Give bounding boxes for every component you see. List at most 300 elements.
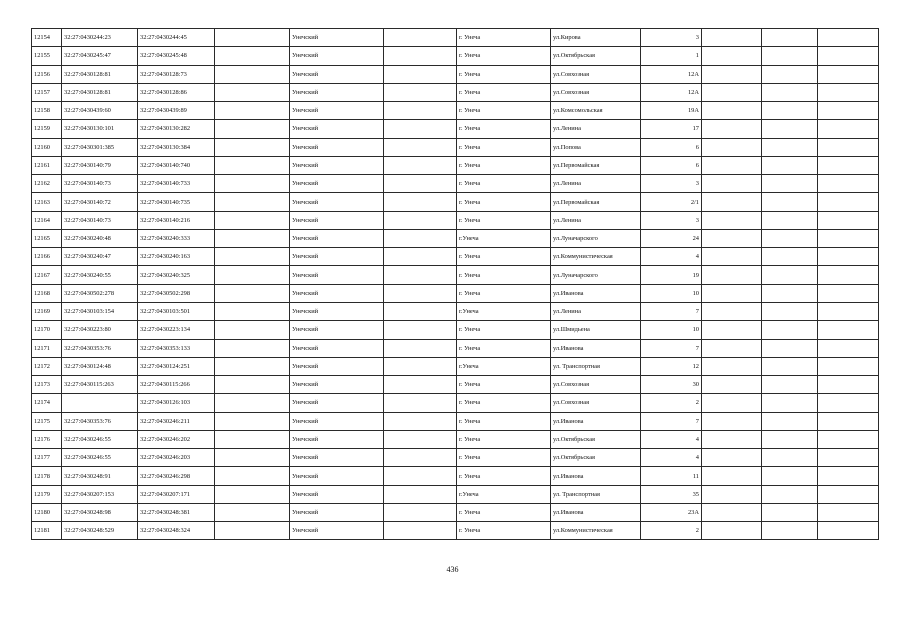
row-number-cell: 12181 [32,522,62,540]
extra-cell [702,467,762,485]
blank-cell [215,193,290,211]
extra-cell [762,467,818,485]
extra-cell [818,394,879,412]
extra-cell [818,503,879,521]
extra-cell [762,156,818,174]
extra-cell [818,321,879,339]
extra-cell [762,120,818,138]
district-cell: Унечский [290,83,384,101]
house-number-cell: 7 [641,412,702,430]
table-row [32,156,879,174]
row-number-cell: 12164 [32,211,62,229]
extra-cell [818,83,879,101]
house-number-cell: 19 [641,266,702,284]
building-number-cell: 32:27:0430246:211 [138,412,215,430]
extra-cell [762,138,818,156]
extra-cell [762,284,818,302]
extra-cell [702,522,762,540]
house-number-cell: 23А [641,503,702,521]
parcel-number-cell: 32:27:0430240:55 [62,266,138,284]
blank-cell [384,65,457,83]
extra-cell [762,321,818,339]
blank-cell [215,467,290,485]
extra-cell [762,412,818,430]
city-cell: г. Унеча [457,394,551,412]
building-number-cell: 32:27:0430240:333 [138,229,215,247]
blank-cell [215,47,290,65]
extra-cell [762,485,818,503]
parcel-number-cell: 32:27:0430248:98 [62,503,138,521]
city-cell: г. Унеча [457,467,551,485]
building-number-cell: 32:27:0430126:103 [138,394,215,412]
extra-cell [702,138,762,156]
row-number-cell: 12168 [32,284,62,302]
blank-cell [215,412,290,430]
house-number-cell: 3 [641,211,702,229]
building-number-cell: 32:27:0430140:740 [138,156,215,174]
blank-cell [215,102,290,120]
extra-cell [818,522,879,540]
extra-cell [762,102,818,120]
house-number-cell: 4 [641,248,702,266]
parcel-number-cell: 32:27:0430353:76 [62,412,138,430]
house-number-cell: 4 [641,449,702,467]
city-cell: г. Унеча [457,29,551,47]
building-number-cell: 32:27:0430439:89 [138,102,215,120]
table-row [32,175,879,193]
city-cell: г. Унеча [457,193,551,211]
parcel-number-cell: 32:27:0430246:55 [62,430,138,448]
district-cell: Унечский [290,485,384,503]
table-row [32,394,879,412]
parcel-number-cell: 32:27:0430128:81 [62,83,138,101]
blank-cell [215,357,290,375]
blank-cell [215,376,290,394]
house-number-cell: 3 [641,175,702,193]
district-cell: Унечский [290,193,384,211]
district-cell: Унечский [290,175,384,193]
table-row [32,229,879,247]
street-cell: ул.Совхозная [551,83,641,101]
register-table [31,28,879,540]
extra-cell [762,193,818,211]
district-cell: Унечский [290,321,384,339]
table-row [32,430,879,448]
district-cell: Унечский [290,248,384,266]
table-row [32,65,879,83]
extra-cell [762,339,818,357]
city-cell: г. Унеча [457,120,551,138]
extra-cell [702,120,762,138]
street-cell: ул.Ленина [551,120,641,138]
table-row [32,485,879,503]
street-cell: ул.Ленина [551,211,641,229]
district-cell: Унечский [290,65,384,83]
house-number-cell: 12 [641,357,702,375]
building-number-cell: 32:27:0430245:48 [138,47,215,65]
extra-cell [818,211,879,229]
row-number-cell: 12179 [32,485,62,503]
house-number-cell: 2 [641,394,702,412]
building-number-cell: 32:27:0430128:73 [138,65,215,83]
table-row [32,248,879,266]
street-cell: ул.Комсомольская [551,102,641,120]
city-cell: г. Унеча [457,522,551,540]
city-cell: г. Унеча [457,248,551,266]
extra-cell [762,175,818,193]
extra-cell [762,376,818,394]
extra-cell [762,449,818,467]
street-cell: ул.Ленина [551,175,641,193]
building-number-cell: 32:27:0430140:216 [138,211,215,229]
blank-cell [215,120,290,138]
street-cell: ул.Октябрьская [551,449,641,467]
city-cell: г. Унеча [457,284,551,302]
parcel-number-cell: 32:27:0430244:23 [62,29,138,47]
table-row [32,138,879,156]
street-cell: ул.Коммунистическая [551,248,641,266]
extra-cell [818,339,879,357]
row-number-cell: 12158 [32,102,62,120]
street-cell: ул.Иванова [551,467,641,485]
house-number-cell: 12А [641,65,702,83]
blank-cell [215,175,290,193]
house-number-cell: 7 [641,339,702,357]
building-number-cell: 32:27:0430246:202 [138,430,215,448]
row-number-cell: 12170 [32,321,62,339]
street-cell: ул.Совхозная [551,376,641,394]
building-number-cell: 32:27:0430115:266 [138,376,215,394]
blank-cell [384,412,457,430]
blank-cell [384,485,457,503]
table-row [32,412,879,430]
extra-cell [818,156,879,174]
district-cell: Унечский [290,29,384,47]
extra-cell [702,248,762,266]
building-number-cell: 32:27:0430240:163 [138,248,215,266]
extra-cell [762,47,818,65]
street-cell: ул.Октябрьская [551,47,641,65]
row-number-cell: 12173 [32,376,62,394]
extra-cell [702,193,762,211]
street-cell: ул.Иванова [551,412,641,430]
parcel-number-cell: 32:27:0430223:80 [62,321,138,339]
blank-cell [384,175,457,193]
building-number-cell: 32:27:0430502:298 [138,284,215,302]
extra-cell [702,175,762,193]
street-cell: ул.Иванова [551,284,641,302]
blank-cell [384,430,457,448]
extra-cell [818,248,879,266]
extra-cell [702,449,762,467]
parcel-number-cell: 32:27:0430207:153 [62,485,138,503]
blank-cell [384,102,457,120]
blank-cell [215,485,290,503]
extra-cell [818,357,879,375]
building-number-cell: 32:27:0430130:282 [138,120,215,138]
blank-cell [215,65,290,83]
street-cell: ул.Луначарского [551,229,641,247]
blank-cell [384,156,457,174]
extra-cell [702,47,762,65]
parcel-number-cell: 32:27:0430248:91 [62,467,138,485]
table-row [32,83,879,101]
building-number-cell: 32:27:0430128:86 [138,83,215,101]
house-number-cell: 30 [641,376,702,394]
district-cell: Унечский [290,412,384,430]
blank-cell [384,120,457,138]
street-cell: ул.Совхозная [551,65,641,83]
street-cell: ул.Шмидьена [551,321,641,339]
house-number-cell: 4 [641,430,702,448]
extra-cell [818,485,879,503]
table-row [32,321,879,339]
extra-cell [818,467,879,485]
city-cell: г. Унеча [457,83,551,101]
blank-cell [384,503,457,521]
blank-cell [215,248,290,266]
extra-cell [702,394,762,412]
parcel-number-cell: 32:27:0430140:72 [62,193,138,211]
extra-cell [762,503,818,521]
blank-cell [215,321,290,339]
parcel-number-cell [62,394,138,412]
extra-cell [702,376,762,394]
extra-cell [762,211,818,229]
row-number-cell: 12157 [32,83,62,101]
parcel-number-cell: 32:27:0430115:263 [62,376,138,394]
extra-cell [818,138,879,156]
table-row [32,266,879,284]
building-number-cell: 32:27:0430124:251 [138,357,215,375]
building-number-cell: 32:27:0430246:203 [138,449,215,467]
extra-cell [818,376,879,394]
extra-cell [818,229,879,247]
street-cell: ул.Иванова [551,503,641,521]
extra-cell [762,229,818,247]
extra-cell [818,175,879,193]
row-number-cell: 12154 [32,29,62,47]
street-cell: ул.Иванова [551,339,641,357]
parcel-number-cell: 32:27:0430124:48 [62,357,138,375]
house-number-cell: 12А [641,83,702,101]
extra-cell [818,302,879,320]
street-cell: ул.Коммунистическая [551,522,641,540]
row-number-cell: 12172 [32,357,62,375]
city-cell: г. Унеча [457,175,551,193]
district-cell: Унечский [290,156,384,174]
extra-cell [702,102,762,120]
blank-cell [384,211,457,229]
table-row [32,357,879,375]
city-cell: г. Унеча [457,266,551,284]
extra-cell [762,65,818,83]
building-number-cell: 32:27:0430248:381 [138,503,215,521]
table-row [32,376,879,394]
table-row [32,29,879,47]
parcel-number-cell: 32:27:0430245:47 [62,47,138,65]
table-row [32,47,879,65]
extra-cell [762,248,818,266]
blank-cell [215,503,290,521]
house-number-cell: 2/1 [641,193,702,211]
extra-cell [818,47,879,65]
district-cell: Унечский [290,467,384,485]
table-row [32,102,879,120]
house-number-cell: 24 [641,229,702,247]
parcel-number-cell: 32:27:0430248:529 [62,522,138,540]
extra-cell [762,357,818,375]
row-number-cell: 12165 [32,229,62,247]
building-number-cell: 32:27:0430130:384 [138,138,215,156]
district-cell: Унечский [290,138,384,156]
table-row [32,522,879,540]
extra-cell [702,302,762,320]
parcel-number-cell: 32:27:0430130:101 [62,120,138,138]
blank-cell [384,266,457,284]
table-body [32,29,879,540]
house-number-cell: 3 [641,29,702,47]
blank-cell [384,29,457,47]
city-cell: г. Унеча [457,156,551,174]
row-number-cell: 12162 [32,175,62,193]
extra-cell [702,412,762,430]
page-number: 436 [446,565,459,574]
blank-cell [215,229,290,247]
extra-cell [702,284,762,302]
city-cell: г. Унеча [457,102,551,120]
city-cell: г. Унеча [457,412,551,430]
blank-cell [384,449,457,467]
house-number-cell: 10 [641,284,702,302]
parcel-number-cell: 32:27:0430439:60 [62,102,138,120]
extra-cell [702,29,762,47]
parcel-number-cell: 32:27:0430140:73 [62,211,138,229]
street-cell: ул.Попова [551,138,641,156]
parcel-number-cell: 32:27:0430103:154 [62,302,138,320]
city-cell: г. Унеча [457,65,551,83]
row-number-cell: 12176 [32,430,62,448]
city-cell: г.Унеча [457,229,551,247]
extra-cell [818,284,879,302]
city-cell: г.Унеча [457,357,551,375]
blank-cell [384,193,457,211]
district-cell: Унечский [290,284,384,302]
extra-cell [762,302,818,320]
street-cell: ул.Первомайская [551,156,641,174]
table-row [32,284,879,302]
house-number-cell: 11 [641,467,702,485]
blank-cell [384,83,457,101]
extra-cell [818,193,879,211]
parcel-number-cell: 32:27:0430240:47 [62,248,138,266]
street-cell: ул.Кирова [551,29,641,47]
district-cell: Унечский [290,339,384,357]
street-cell: ул.Октябрьская [551,430,641,448]
blank-cell [215,266,290,284]
street-cell: ул.Совхозная [551,394,641,412]
parcel-number-cell: 32:27:0430502:278 [62,284,138,302]
extra-cell [702,485,762,503]
extra-cell [818,449,879,467]
parcel-number-cell: 32:27:0430140:79 [62,156,138,174]
blank-cell [215,138,290,156]
row-number-cell: 12166 [32,248,62,266]
table-row [32,503,879,521]
building-number-cell: 32:27:0430103:501 [138,302,215,320]
extra-cell [702,430,762,448]
table-row [32,193,879,211]
row-number-cell: 12156 [32,65,62,83]
city-cell: г. Унеча [457,503,551,521]
table-row [32,211,879,229]
blank-cell [384,339,457,357]
table-row [32,120,879,138]
city-cell: г.Унеча [457,302,551,320]
street-cell: ул. Транспортная [551,485,641,503]
house-number-cell: 6 [641,138,702,156]
blank-cell [384,302,457,320]
house-number-cell: 35 [641,485,702,503]
extra-cell [818,120,879,138]
extra-cell [702,156,762,174]
row-number-cell: 12174 [32,394,62,412]
building-number-cell: 32:27:0430140:735 [138,193,215,211]
parcel-number-cell: 32:27:0430301:385 [62,138,138,156]
extra-cell [702,83,762,101]
blank-cell [215,156,290,174]
row-number-cell: 12180 [32,503,62,521]
city-cell: г.Унеча [457,485,551,503]
row-number-cell: 12160 [32,138,62,156]
row-number-cell: 12163 [32,193,62,211]
extra-cell [702,211,762,229]
street-cell: ул.Первомайская [551,193,641,211]
district-cell: Унечский [290,522,384,540]
blank-cell [384,229,457,247]
building-number-cell: 32:27:0430223:134 [138,321,215,339]
city-cell: г. Унеча [457,430,551,448]
blank-cell [215,522,290,540]
parcel-number-cell: 32:27:0430353:76 [62,339,138,357]
district-cell: Унечский [290,102,384,120]
city-cell: г. Унеча [457,376,551,394]
row-number-cell: 12169 [32,302,62,320]
extra-cell [702,321,762,339]
parcel-number-cell: 32:27:0430128:81 [62,65,138,83]
extra-cell [762,266,818,284]
street-cell: ул. Транспортная [551,357,641,375]
house-number-cell: 2 [641,522,702,540]
district-cell: Унечский [290,376,384,394]
blank-cell [384,394,457,412]
building-number-cell: 32:27:0430244:45 [138,29,215,47]
district-cell: Унечский [290,357,384,375]
table-row [32,302,879,320]
city-cell: г. Унеча [457,321,551,339]
district-cell: Унечский [290,229,384,247]
blank-cell [215,430,290,448]
city-cell: г. Унеча [457,449,551,467]
extra-cell [818,412,879,430]
district-cell: Унечский [290,394,384,412]
blank-cell [215,29,290,47]
blank-cell [384,138,457,156]
row-number-cell: 12171 [32,339,62,357]
district-cell: Унечский [290,430,384,448]
blank-cell [215,302,290,320]
district-cell: Унечский [290,120,384,138]
